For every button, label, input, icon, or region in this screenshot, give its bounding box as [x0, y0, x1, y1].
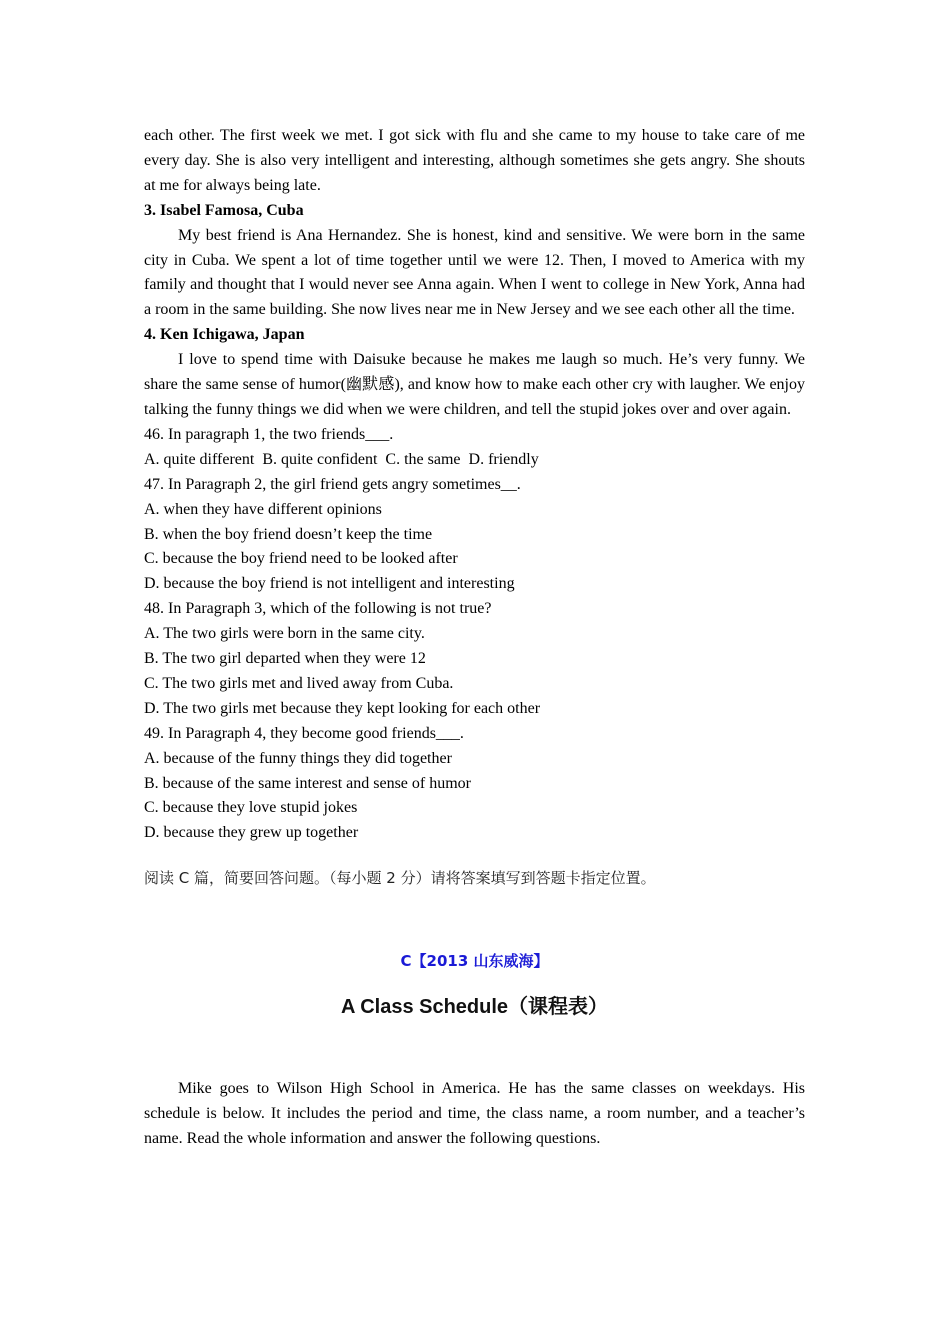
- question-48-option-d: D. The two girls met because they kept looking for each other: [144, 699, 541, 717]
- question-47-option-a: A. when they have different opinions: [144, 500, 382, 518]
- question-49-option-b: B. because of the same interest and sense of humor: [144, 774, 472, 792]
- question-49-stem: 49. In Paragraph 4, they become good friends___.: [144, 724, 464, 742]
- question-48-stem: 48. In Paragraph 3, which of the following is not true?: [144, 600, 492, 618]
- document-page: [144, 124, 805, 1152]
- question-46-stem: 46. In paragraph 1, the two friends___.: [144, 425, 394, 443]
- passage-title: A Class Schedule（课程表）: [340, 996, 609, 1019]
- question-47-stem: 47. In Paragraph 2, the girl friend gets angry sometimes__.: [144, 475, 521, 493]
- question-49-option-c: C. because they love stupid jokes: [144, 799, 358, 817]
- question-48-option-b: B. The two girl departed when they were 12: [144, 650, 426, 668]
- question-49-option-a: A. because of the funny things they did together: [144, 749, 452, 767]
- section-3-paragraph: My best friend is Ana Hernandez. She is honest, kind and sensitive. We were born in the same city in Cuba. We spent a lot of time together until we were 12. Then, I moved to America with my family and thought that I would never see Anna again. When I went to college in New York, Anna had a room in the same building. She now lives near me in New Jersey and we see each other all the time.: [144, 226, 805, 319]
- passage-intro-paragraph: Mike goes to Wilson High School in America. He has the same classes on weekdays. His schedule is below. It includes the period and time, the class name, a room number, and a teacher’s name. Read the whole information and answer the following questions.: [144, 1080, 805, 1147]
- question-48-option-c: C. The two girls met and lived away from Cuba.: [144, 674, 454, 692]
- question-48-option-a: A. The two girls were born in the same city.: [144, 625, 425, 643]
- section-3-heading: 3. Isabel Famosa, Cuba: [144, 201, 304, 219]
- reading-instruction: 阅读 C 篇，简要回答问题。（每小题 2 分）请将答案填写到答题卡指定位置。: [144, 869, 656, 888]
- question-47-option-d: D. because the boy friend is not intelligent and interesting: [144, 575, 515, 593]
- question-47-option-b: B. when the boy friend doesn’t keep the time: [144, 525, 433, 543]
- top-paragraph: each other. The first week we met. I got sick with flu and she came to my house to take care of me every day. She is also very intelligent and interesting, although sometimes she gets angry. She shouts at me for always being late.: [144, 127, 805, 194]
- section-4-heading: 4. Ken Ichigawa, Japan: [144, 326, 305, 344]
- question-46-options: A. quite different B. quite confident C. the same D. friendly: [144, 450, 539, 468]
- question-49-option-d: D. because they grew up together: [144, 824, 359, 842]
- question-47-option-c: C. because the boy friend need to be looked after: [144, 550, 458, 568]
- passage-source: C【2013 山东威海】: [400, 952, 549, 971]
- section-4-paragraph: I love to spend time with Daisuke because he makes me laugh so much. He’s very funny. We share the same sense of humor(幽默感), and know how to make each other cry with laugher. We enjoy talking the funny things we did when we were children, and tell the stupid jokes over and over again.: [144, 351, 805, 418]
